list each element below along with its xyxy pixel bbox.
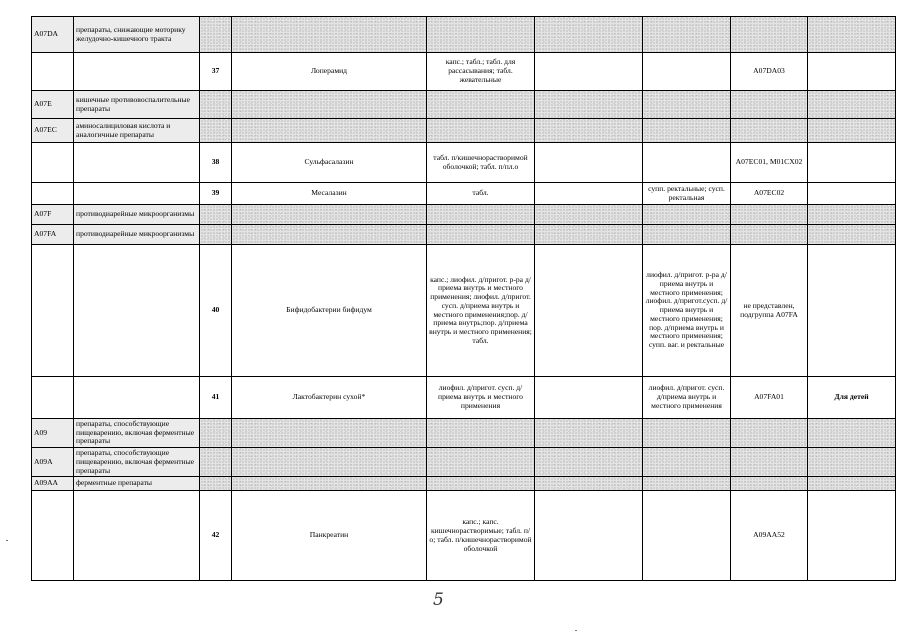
drug-row bbox=[32, 491, 896, 581]
drug-number: 42 bbox=[200, 491, 232, 581]
drug-note bbox=[808, 53, 896, 91]
drug-number: 40 bbox=[200, 245, 232, 377]
group-code: A07EC bbox=[32, 119, 74, 143]
atc-code: A07DA03 bbox=[731, 53, 808, 91]
group-row bbox=[32, 205, 896, 225]
alt-dosage-form: супп. ректальные; сусп. ректальная bbox=[643, 183, 731, 205]
dosage-form: табл. bbox=[427, 183, 535, 205]
atc-code: A07FA01 bbox=[731, 377, 808, 419]
drug-note bbox=[808, 183, 896, 205]
alt-dosage-form bbox=[643, 491, 731, 581]
group-row bbox=[32, 225, 896, 245]
atc-code: A09AA52 bbox=[731, 491, 808, 581]
drug-note bbox=[808, 143, 896, 183]
drug-name: Лоперамид bbox=[232, 53, 427, 91]
scan-speck bbox=[575, 630, 577, 631]
alt-dosage-form bbox=[643, 143, 731, 183]
group-code: A07E bbox=[32, 91, 74, 119]
drug-note bbox=[808, 491, 896, 581]
group-name: препараты, способствующие пищеварению, включая ферментные препараты bbox=[74, 448, 200, 477]
drug-number: 37 bbox=[200, 53, 232, 91]
drug-number: 41 bbox=[200, 377, 232, 419]
drug-number: 38 bbox=[200, 143, 232, 183]
drug-name: Панкреатин bbox=[232, 491, 427, 581]
group-row bbox=[32, 419, 896, 448]
drug-row bbox=[32, 245, 896, 377]
page-number: 5 bbox=[433, 590, 444, 610]
drug-number: 39 bbox=[200, 183, 232, 205]
group-row bbox=[32, 119, 896, 143]
drug-row bbox=[32, 53, 896, 91]
drug-row bbox=[32, 183, 896, 205]
group-code: A09 bbox=[32, 419, 74, 448]
group-name: препараты, снижающие моторику желудочно-кишечного тракта bbox=[74, 17, 200, 53]
atc-code: не представлен, подгруппа A07FA bbox=[731, 245, 808, 377]
drug-name: Лактобактерин сухой* bbox=[232, 377, 427, 419]
drug-note bbox=[808, 245, 896, 377]
group-name: препараты, способствующие пищеварению, включая ферментные препараты bbox=[74, 419, 200, 448]
dosage-form: капс.; капс. кишечнорастворимые; табл. п/о; табл. п/кишечнорастворимой оболочкой bbox=[427, 491, 535, 581]
scan-speck bbox=[6, 540, 8, 541]
drug-row bbox=[32, 377, 896, 419]
dosage-form: капс.; лиофил. д/пригот. р-ра д/приема внутрь и местного применения; лиофил. д/пригот. сусп. д/приема внутрь и местного применения;пор. д/приема внутрь;пор. д/приема внутрь и местного применения; табл. bbox=[427, 245, 535, 377]
group-row bbox=[32, 91, 896, 119]
group-code: A09A bbox=[32, 448, 74, 477]
group-name: кишечные противовоспалительные препараты bbox=[74, 91, 200, 119]
group-code: A07F bbox=[32, 205, 74, 225]
drug-name: Бифидобактерии бифидум bbox=[232, 245, 427, 377]
alt-dosage-form: лиофил. д/пригот. сусп. д/приема внутрь и местного применения bbox=[643, 377, 731, 419]
group-row bbox=[32, 477, 896, 491]
group-name: противодиарейные микроорганизмы bbox=[74, 205, 200, 225]
group-row bbox=[32, 17, 896, 53]
drug-note: Для детей bbox=[808, 377, 896, 419]
alt-dosage-form: лиофил. д/пригот. р-ра д/приема внутрь и местного применения; лиофил. д/пригот.сусп. д/приема внутрь и местного применения; пор. д/приема внутрь и местного применения; супп. ваг. и ректальные bbox=[643, 245, 731, 377]
dosage-form: капс.; табл.; табл. для рассасывания; табл. жевательные bbox=[427, 53, 535, 91]
dosage-form: табл. п/кишечнорастворимой оболочкой; табл. п/пл.о bbox=[427, 143, 535, 183]
atc-code: A07EC02 bbox=[731, 183, 808, 205]
drug-name: Сульфасалазин bbox=[232, 143, 427, 183]
dosage-form: лиофил. д/пригот. сусп. д/приема внутрь и местного применения bbox=[427, 377, 535, 419]
drug-list-table bbox=[31, 16, 896, 581]
atc-code: A07EC01, M01CX02 bbox=[731, 143, 808, 183]
group-row bbox=[32, 448, 896, 477]
alt-dosage-form bbox=[643, 53, 731, 91]
group-code: A07FA bbox=[32, 225, 74, 245]
drug-row bbox=[32, 143, 896, 183]
group-code: A07DA bbox=[32, 17, 74, 53]
group-name: ферментные препараты bbox=[74, 477, 200, 491]
drug-name: Месалазин bbox=[232, 183, 427, 205]
group-name: аминосалициловая кислота и аналогичные препараты bbox=[74, 119, 200, 143]
group-name: противодиарейные микроорганизмы bbox=[74, 225, 200, 245]
group-code: A09AA bbox=[32, 477, 74, 491]
